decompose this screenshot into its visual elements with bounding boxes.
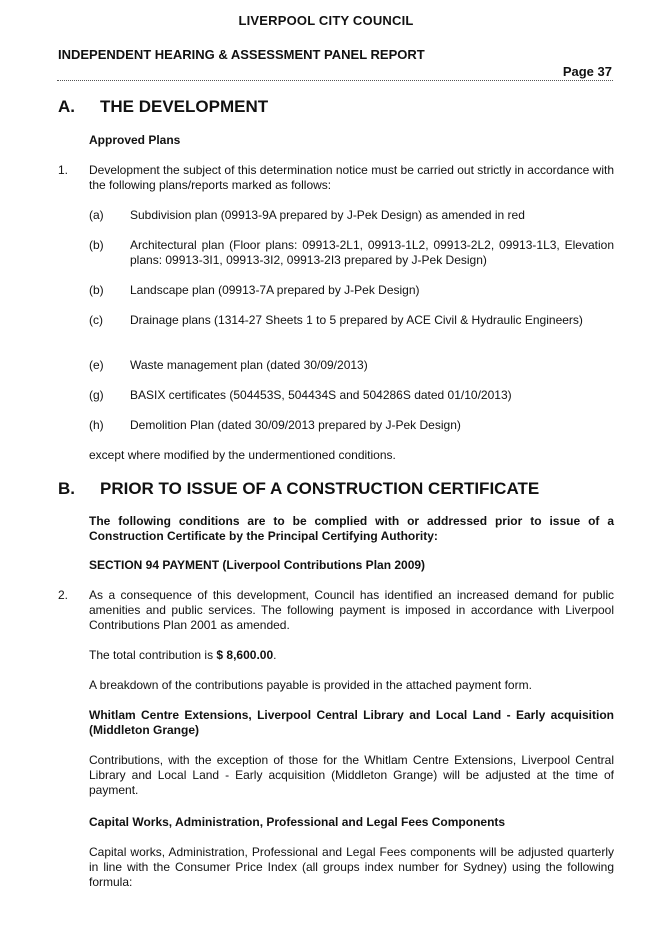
item-e-text: Waste management plan (dated 30/09/2013) xyxy=(130,358,368,372)
approved-plans-heading: Approved Plans xyxy=(89,133,181,147)
total-contribution xyxy=(89,648,614,663)
section-a-letter: A. xyxy=(58,97,75,116)
item-b2-text: Landscape plan (09913-7A prepared by J-Pek Design) xyxy=(130,283,420,297)
breakdown-text: A breakdown of the contributions payable is provided in the attached payment form. xyxy=(89,678,532,692)
section-a-title: THE DEVELOPMENT xyxy=(100,97,269,116)
capital-heading: Capital Works, Administration, Professional and Legal Fees Components xyxy=(89,815,506,829)
whitlam-text: Contributions, with the exception of those for the Whitlam Centre Extensions, Liverpool Central Library and Local Land - Early acquisition (Middleton Grange) will be adjusted at the time of payment. xyxy=(89,753,614,797)
whitlam-heading: Whitlam Centre Extensions, Liverpool Central Library and Local Land - Early acquisition (Middleton Grange) xyxy=(89,708,614,737)
total-suffix: . xyxy=(273,648,277,662)
item-b-text: Architectural plan (Floor plans: 09913-2L1, 09913-1L2, 09913-2L2, 09913-1L3, Elevation plans: 09913-3I1, 09913-3I2, 09913-2I3 prepared by J-Pek Design) xyxy=(130,238,614,267)
section-b-title: PRIOR TO ISSUE OF A CONSTRUCTION CERTIFICATE xyxy=(100,479,540,498)
item-c-label: (c) xyxy=(89,313,103,327)
item-b2-label: (b) xyxy=(89,283,104,297)
total-prefix: The total contribution is xyxy=(89,648,217,662)
page-number: Page 37 xyxy=(562,64,612,79)
section-a-heading xyxy=(58,97,268,117)
condition-2-number: 2. xyxy=(58,588,69,602)
total-amount: $ 8,600.00 xyxy=(216,648,274,662)
section-b-letter: B. xyxy=(58,479,75,498)
item-a-label: (a) xyxy=(89,208,104,222)
s94-heading: SECTION 94 PAYMENT (Liverpool Contributions Plan 2009) xyxy=(89,558,426,572)
council-name: LIVERPOOL CITY COUNCIL xyxy=(238,13,414,28)
condition-2-text: As a consequence of this development, Council has identified an increased demand for public amenities and public services. The following payment is imposed in accordance with Liverpool Contributions Plan 2001 as amended. xyxy=(89,588,614,632)
capital-text: Capital works, Administration, Professional and Legal Fees components will be adjusted quarterly in line with the Consumer Price Index (all groups index number for Sydney) using the following formula: xyxy=(89,845,614,889)
condition-1-number: 1. xyxy=(58,163,69,177)
section-b-intro: The following conditions are to be complied with or addressed prior to issue of a Construction Certificate by the Principal Certifying Authority: xyxy=(89,514,614,543)
item-h-text: Demolition Plan (dated 30/09/2013 prepared by J-Pek Design) xyxy=(130,418,461,432)
item-g-label: (g) xyxy=(89,388,104,402)
header-divider xyxy=(57,80,613,81)
item-c-text: Drainage plans (1314-27 Sheets 1 to 5 prepared by ACE Civil & Hydraulic Engineers) xyxy=(130,313,583,327)
condition-1-text: Development the subject of this determination notice must be carried out strictly in accordance with the following plans/reports marked as follows: xyxy=(89,163,614,192)
item-a-text: Subdivision plan (09913-9A prepared by J-Pek Design) as amended in red xyxy=(130,208,525,222)
item-b-label: (b) xyxy=(89,238,104,252)
section-b-heading xyxy=(58,479,539,499)
report-title: INDEPENDENT HEARING & ASSESSMENT PANEL REPORT xyxy=(58,47,425,62)
item-h-label: (h) xyxy=(89,418,104,432)
item-e-label: (e) xyxy=(89,358,104,372)
except-text: except where modified by the undermentioned conditions. xyxy=(89,448,396,462)
item-g-text: BASIX certificates (504453S, 504434S and 504286S dated 01/10/2013) xyxy=(130,388,512,402)
